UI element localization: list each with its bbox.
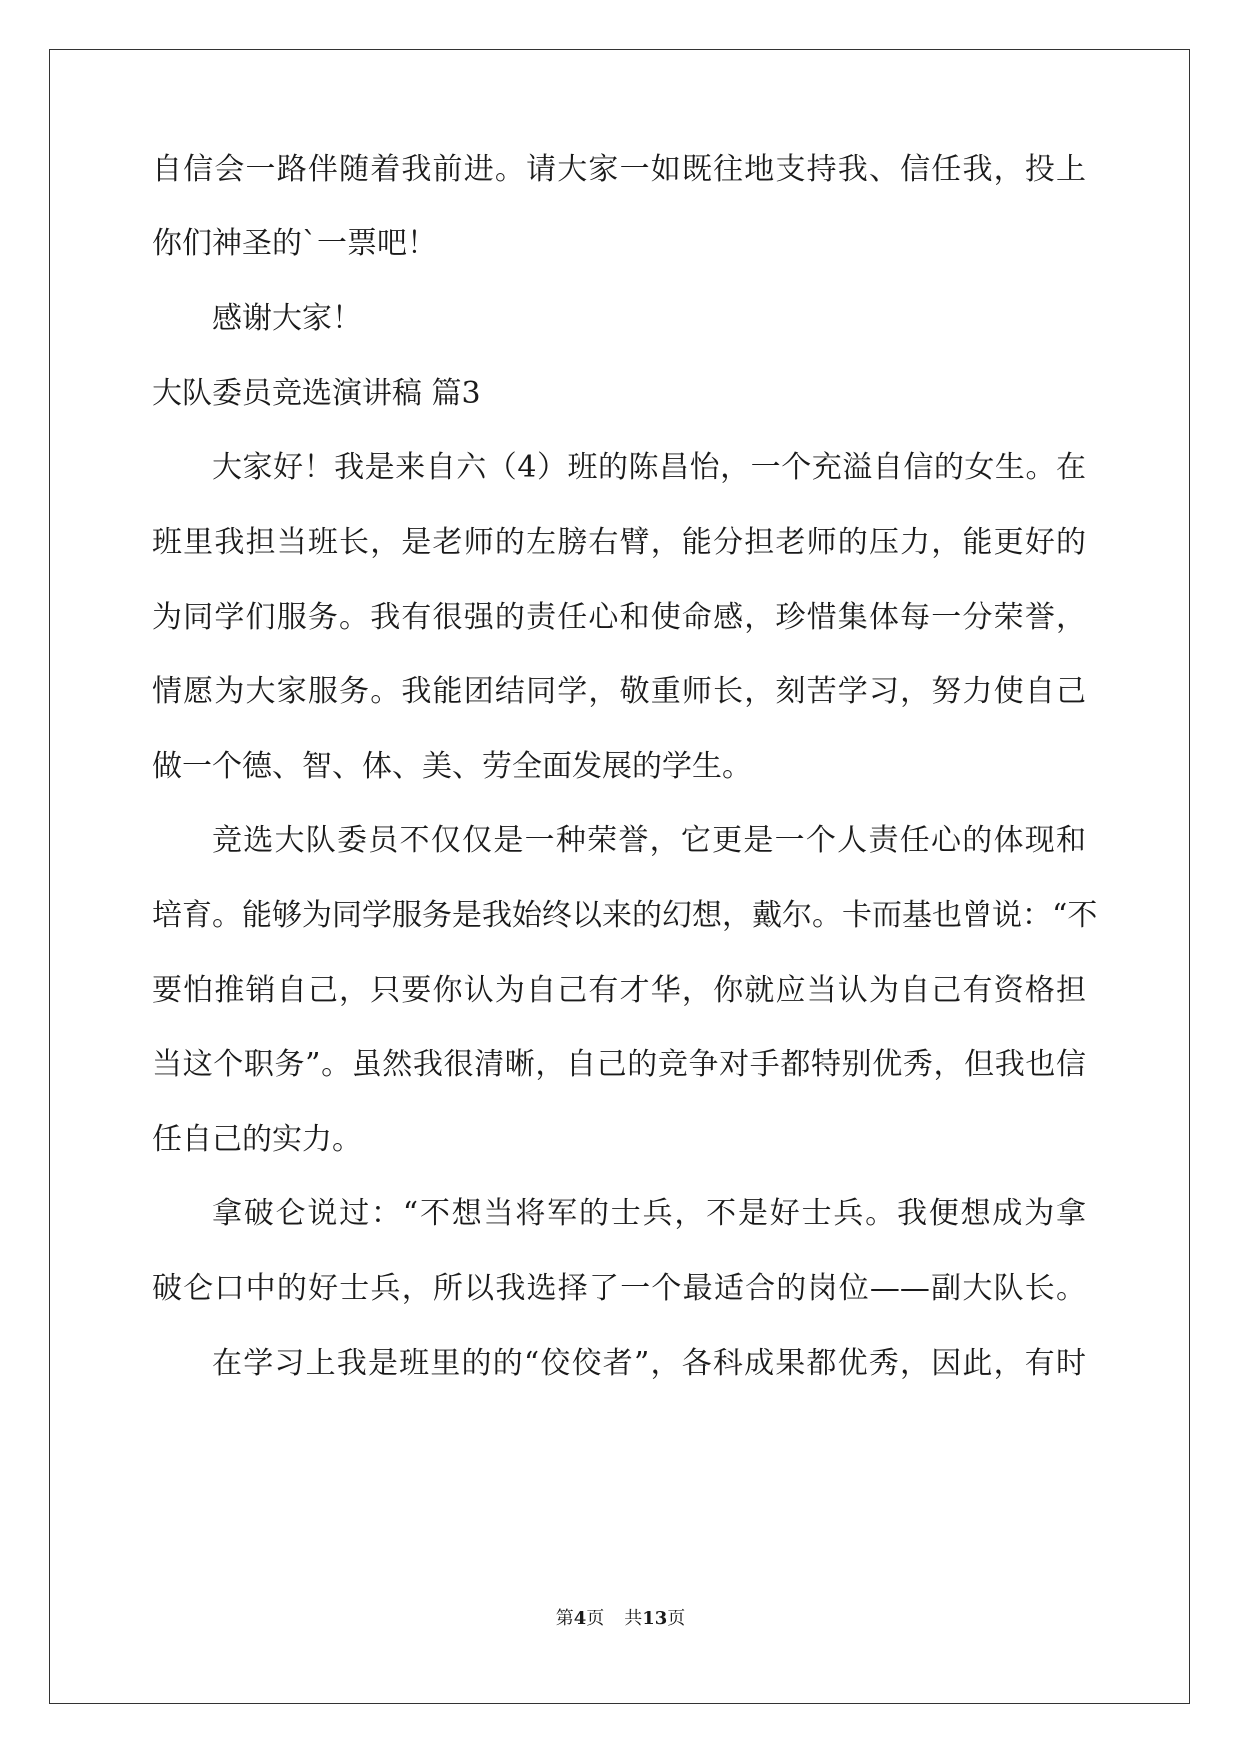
text-line-8: 情愿为大家服务。我能团结同学，敬重师长，刻苦学习，努力使自己 xyxy=(152,674,1086,709)
text-line-14: 任自己的实力。 xyxy=(152,1122,362,1157)
text-line-9: 做一个德、智、体、美、劳全面发展的学生。 xyxy=(152,749,752,784)
text-line-10: 竞选大队委员不仅仅是一种荣誉，它更是一个人责任心的体现和 xyxy=(212,823,1086,858)
total-pages-number: 13 xyxy=(642,1608,668,1629)
text-line-17: 在学习上我是班里的的“佼佼者”，各科成果都优秀，因此，有时 xyxy=(212,1346,1086,1381)
page-footer xyxy=(0,1604,1241,1634)
footer-prefix: 第 xyxy=(555,1608,574,1629)
footer-total-prefix: 共 xyxy=(624,1608,643,1629)
text-line-7: 为同学们服务。我有很强的责任心和使命感，珍惜集体每一分荣誉， xyxy=(152,600,1086,635)
text-line-16: 破仑口中的好士兵，所以我选择了一个最适合的岗位——副大队长。 xyxy=(152,1271,1086,1306)
text-line-6: 班里我担当班长，是老师的左膀右臂，能分担老师的压力，能更好的 xyxy=(152,525,1086,560)
current-page-number: 4 xyxy=(573,1608,587,1629)
section-heading: 大队委员竞选演讲稿 篇3 xyxy=(152,376,481,411)
text-line-13: 当这个职务”。虽然我很清晰，自己的竞争对手都特别优秀，但我也信 xyxy=(152,1047,1086,1082)
text-line-5: 大家好！我是来自六（4）班的陈昌怡，一个充溢自信的女生。在 xyxy=(212,450,1086,485)
text-line-11: 培育。能够为同学服务是我始终以来的幻想，戴尔。卡而基也曾说：“不 xyxy=(152,898,1098,933)
text-line-15: 拿破仑说过：“不想当将军的士兵，不是好士兵。我便想成为拿 xyxy=(212,1196,1086,1231)
text-line-3: 感谢大家！ xyxy=(212,301,362,336)
footer-page-suffix: 页 xyxy=(586,1608,605,1629)
footer-total-suffix: 页 xyxy=(667,1608,686,1629)
text-line-1: 自信会一路伴随着我前进。请大家一如既往地支持我、信任我，投上 xyxy=(152,152,1086,187)
text-line-2: 你们神圣的`一票吧！ xyxy=(152,226,437,261)
text-line-12: 要怕推销自己，只要你认为自己有才华，你就应当认为自己有资格担 xyxy=(152,973,1086,1008)
